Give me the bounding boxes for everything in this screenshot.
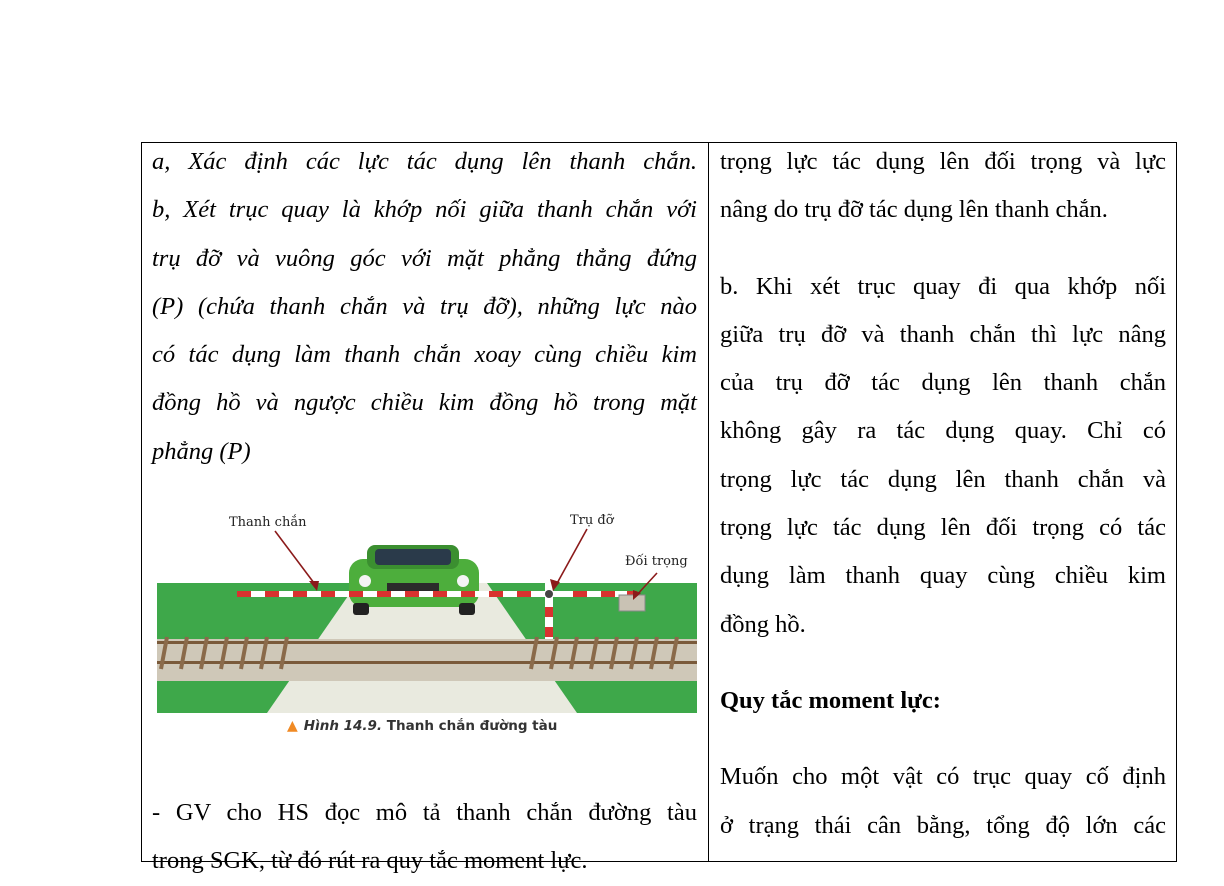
answer-b-line: b. Khi xét trục quay đi qua khớp nối bbox=[720, 272, 1166, 300]
answer-b-line: không gây ra tác dụng quay. Chỉ có bbox=[720, 417, 1166, 445]
answer-b-line: giữa trụ đỡ và thanh chắn thì lực nâng bbox=[720, 320, 1166, 348]
answer-b-line: của trụ đỡ tác dụng lên thanh chắn bbox=[720, 369, 1166, 397]
answer-b-line: đồng hồ. bbox=[720, 610, 806, 638]
rule-heading: Quy tắc moment lực: bbox=[720, 686, 941, 714]
question-line: a, Xác định các lực tác dụng lên thanh chắn. bbox=[152, 148, 697, 175]
left-column bbox=[152, 138, 697, 476]
activity-line: - GV cho HS đọc mô tả thanh chắn đường tàu bbox=[152, 799, 697, 826]
question-line: phẳng (P) bbox=[152, 437, 251, 465]
answer-b-line: trọng lực tác dụng lên thanh chắn và bbox=[720, 465, 1166, 493]
right-column bbox=[720, 138, 1166, 850]
rule-line: Muốn cho một vật có trục quay cố định bbox=[720, 763, 1166, 791]
column-divider bbox=[708, 142, 709, 862]
caption-text: Thanh chắn đường tàu bbox=[382, 718, 558, 734]
answer-a-line: trọng lực tác dụng lên đối trọng và lực bbox=[720, 148, 1166, 175]
question-line: trụ đỡ và vuông góc với mặt phẳng thẳng đứng bbox=[152, 244, 697, 272]
label-barrier: Thanh chắn bbox=[229, 515, 307, 530]
caption-number: Hình 14.9. bbox=[303, 718, 383, 734]
question-line: có tác dụng làm thanh chắn xoay cùng chiều kim bbox=[152, 341, 697, 369]
label-post: Trụ đỡ bbox=[570, 513, 614, 528]
orange-triangle-icon: ▲ bbox=[287, 718, 298, 734]
railway-barrier-illustration bbox=[157, 511, 697, 744]
railway-barrier-figure bbox=[157, 511, 697, 744]
question-line: (P) (chứa thanh chắn và trụ đỡ), những lực nào bbox=[152, 292, 697, 320]
activity-text bbox=[152, 789, 697, 886]
figure-caption bbox=[287, 718, 557, 734]
label-counterweight: Đối trọng bbox=[625, 554, 688, 569]
question-line: đồng hồ và ngược chiều kim đồng hồ trong mặt bbox=[152, 389, 697, 417]
question-line: b, Xét trục quay là khớp nối giữa thanh chắn với bbox=[152, 196, 697, 224]
answer-b-line: trọng lực tác dụng lên đối trọng có tác bbox=[720, 514, 1166, 542]
answer-b-line: dụng làm thanh quay cùng chiều kim bbox=[720, 562, 1166, 590]
activity-line: trong SGK, từ đó rút ra quy tắc moment lực. bbox=[152, 847, 588, 875]
answer-a-line: nâng do trụ đỡ tác dụng lên thanh chắn. bbox=[720, 196, 1108, 224]
rule-line: ở trạng thái cân bằng, tổng độ lớn các bbox=[720, 811, 1166, 839]
